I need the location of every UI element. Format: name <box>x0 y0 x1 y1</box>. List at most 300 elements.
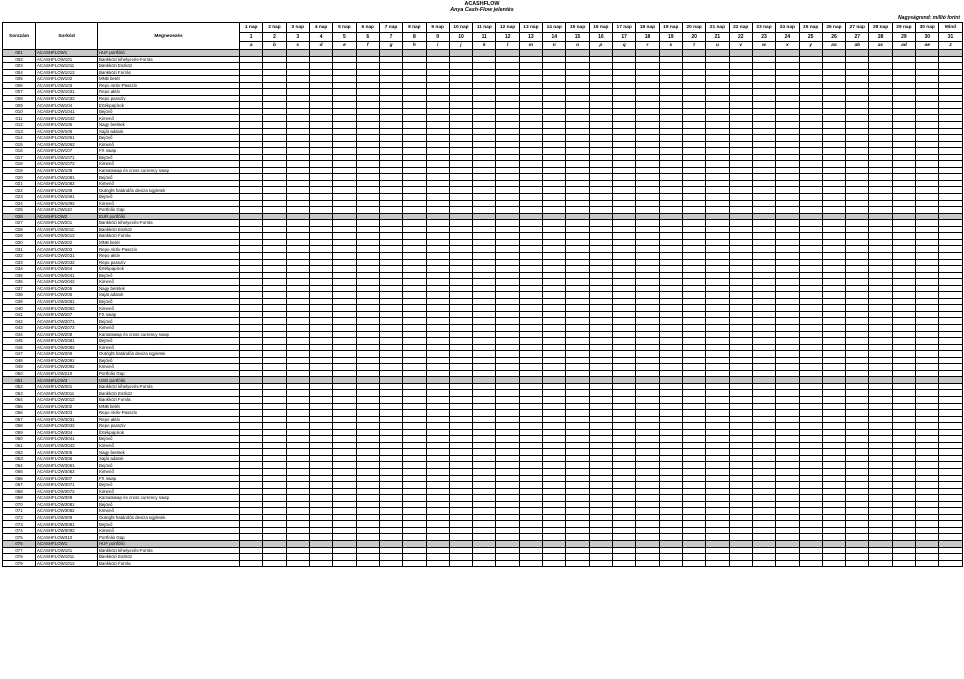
row-code: ACASHFLOW101 <box>36 547 98 554</box>
header-row-days <box>3 23 963 33</box>
day-number: 28 <box>869 33 892 41</box>
row-code: ACASHFLOW2081 <box>36 338 98 345</box>
row-code: ACASHFLOW3071 <box>36 482 98 489</box>
row-code: ACASHFLOW2011 <box>36 226 98 233</box>
value-cell[interactable] <box>403 560 426 567</box>
row-name: Portfolio Gap <box>98 534 240 541</box>
row-name: Kamatswap és cross currency swap <box>98 495 240 502</box>
col-header-serial: Sorszám <box>3 23 36 50</box>
value-cell[interactable] <box>543 560 566 567</box>
day-header: 6 nap <box>356 23 379 33</box>
row-name: Saját adatok <box>98 128 240 135</box>
row-name: Outright határidős deviza ügyletek <box>98 187 240 194</box>
row-name: Bankközi Eszköz <box>98 226 240 233</box>
row-code: ACASHFLOW3012 <box>36 396 98 403</box>
value-cell[interactable] <box>309 560 332 567</box>
day-number: 21 <box>706 33 729 41</box>
row-name: Kimenő <box>98 469 240 476</box>
day-letter: y <box>799 41 822 49</box>
row-code: ACASHFLOW304 <box>36 429 98 436</box>
row-name: Bejövő <box>98 501 240 508</box>
day-header: 22 nap <box>729 23 752 33</box>
row-serial: 079 <box>3 560 36 567</box>
row-serial: 057 <box>3 416 36 423</box>
day-header: 8 nap <box>403 23 426 33</box>
value-cell[interactable] <box>752 560 775 567</box>
row-serial: 022 <box>3 187 36 194</box>
row-name: Értékpapírok <box>98 102 240 109</box>
row-serial: 062 <box>3 449 36 456</box>
row-serial: 006 <box>3 82 36 89</box>
row-name: Kimenő <box>98 488 240 495</box>
value-cell[interactable] <box>449 560 472 567</box>
row-name: Repo aktív <box>98 416 240 423</box>
row-serial: 053 <box>3 390 36 397</box>
row-serial: 069 <box>3 495 36 502</box>
value-cell[interactable] <box>869 560 892 567</box>
row-code: ACASHFLOW104 <box>36 102 98 109</box>
row-code: ACASHFLOW1032 <box>36 95 98 102</box>
row-code: ACASHFLOW1012 <box>36 560 98 567</box>
day-letter: ad <box>892 41 915 49</box>
value-cell[interactable] <box>729 560 752 567</box>
row-code: ACASHFLOW2012 <box>36 233 98 240</box>
day-letter: p <box>589 41 612 49</box>
day-header: 17 nap <box>613 23 636 33</box>
row-name: Bejövő <box>98 357 240 364</box>
day-header: 28 nap <box>869 23 892 33</box>
row-code: ACASHFLOW307 <box>36 475 98 482</box>
row-code: ACASHFLOW209 <box>36 351 98 358</box>
row-name: Repo Aktív-Passzív <box>98 246 240 253</box>
row-code: ACASHFLOW107 <box>36 148 98 155</box>
day-header: 3 nap <box>286 23 309 33</box>
unit-note: Nagyságrend: millió forint <box>898 15 960 21</box>
row-code: ACASHFLOW3081 <box>36 501 98 508</box>
col-header-code: Sorkód <box>36 23 98 50</box>
row-code: ACASHFLOW108 <box>36 167 98 174</box>
value-cell[interactable] <box>263 560 286 567</box>
row-serial: 002 <box>3 56 36 63</box>
row-serial: 015 <box>3 141 36 148</box>
row-serial: 073 <box>3 521 36 528</box>
row-name: Repo passzív <box>98 95 240 102</box>
row-serial: 039 <box>3 298 36 305</box>
row-name: Kimenő <box>98 527 240 534</box>
row-serial: 049 <box>3 364 36 371</box>
row-serial: 077 <box>3 547 36 554</box>
value-cell[interactable] <box>706 560 729 567</box>
row-code: ACASHFLOW2031 <box>36 252 98 259</box>
row-code: ACASHFLOW1062 <box>36 141 98 148</box>
value-cell[interactable] <box>566 560 589 567</box>
row-code: ACASHFLOW3 <box>36 377 98 384</box>
value-cell[interactable] <box>636 560 659 567</box>
row-name: Kimenő <box>98 279 240 286</box>
row-serial: 071 <box>3 508 36 515</box>
row-name: Bejövő <box>98 436 240 443</box>
row-name: Kamatswap és cross currency swap <box>98 331 240 338</box>
row-code: ACASHFLOW1011 <box>36 63 98 70</box>
row-name: Saját adatok <box>98 292 240 299</box>
row-code: ACASHFLOW3041 <box>36 436 98 443</box>
row-serial: 064 <box>3 462 36 469</box>
row-name: Bankközi kihelyezés-Forrás <box>98 220 240 227</box>
row-name: MNB betét <box>98 76 240 83</box>
row-name: Kimenő <box>98 305 240 312</box>
day-header: 30 nap <box>916 23 939 33</box>
row-code: ACASHFLOW102 <box>36 76 98 83</box>
row-serial: 074 <box>3 527 36 534</box>
row-code: ACASHFLOW305 <box>36 449 98 456</box>
day-letter: z <box>939 41 962 49</box>
row-name: Bejövő <box>98 318 240 325</box>
row-serial: 026 <box>3 213 36 220</box>
row-name: Kimenő <box>98 161 240 168</box>
day-header: 5 nap <box>333 23 356 33</box>
row-serial: 018 <box>3 161 36 168</box>
row-code: ACASHFLOW105 <box>36 122 98 129</box>
row-name: Bejövő <box>98 482 240 489</box>
row-serial: 029 <box>3 233 36 240</box>
row-code: ACASHFLOW1012 <box>36 69 98 76</box>
row-serial: 023 <box>3 194 36 201</box>
row-serial: 027 <box>3 220 36 227</box>
day-letter: j <box>449 41 472 49</box>
row-serial: 067 <box>3 482 36 489</box>
row-code: ACASHFLOW3062 <box>36 469 98 476</box>
row-code: ACASHFLOW1071 <box>36 154 98 161</box>
value-cell[interactable] <box>333 560 356 567</box>
value-cell[interactable] <box>939 560 962 567</box>
row-code: ACASHFLOW210 <box>36 370 98 377</box>
row-serial: 043 <box>3 324 36 331</box>
day-number: 7 <box>379 33 402 41</box>
row-name: Kimenő <box>98 115 240 122</box>
day-letter: k <box>473 41 496 49</box>
row-serial: 045 <box>3 338 36 345</box>
row-name: Bejövő <box>98 135 240 142</box>
row-serial: 066 <box>3 475 36 482</box>
row-code: ACASHFLOW2062 <box>36 305 98 312</box>
row-serial: 035 <box>3 272 36 279</box>
cashflow-table <box>2 22 963 567</box>
row-name: Kimenő <box>98 324 240 331</box>
row-serial: 058 <box>3 423 36 430</box>
row-name: Kimenő <box>98 141 240 148</box>
day-letter: v <box>729 41 752 49</box>
row-serial: 020 <box>3 174 36 181</box>
row-serial: 032 <box>3 252 36 259</box>
row-serial: 012 <box>3 122 36 129</box>
row-serial: 055 <box>3 403 36 410</box>
row-code: ACASHFLOW2091 <box>36 357 98 364</box>
day-number: 6 <box>356 33 379 41</box>
row-name: Bejövő <box>98 462 240 469</box>
day-number: 14 <box>543 33 566 41</box>
day-letter: l <box>496 41 519 49</box>
value-cell[interactable] <box>682 560 705 567</box>
row-serial: 051 <box>3 377 36 384</box>
day-header: 19 nap <box>659 23 682 33</box>
day-number: 9 <box>426 33 449 41</box>
row-code: ACASHFLOW1041 <box>36 108 98 115</box>
table-body <box>3 50 963 567</box>
row-code: ACASHFLOW3032 <box>36 423 98 430</box>
row-code: ACASHFLOW208 <box>36 331 98 338</box>
row-name: HUF portfólió <box>98 50 240 57</box>
row-code: ACASHFLOW310 <box>36 534 98 541</box>
row-name: Bankközi kihelyezés-Forrás <box>98 547 240 554</box>
day-header: 18 nap <box>636 23 659 33</box>
row-serial: 010 <box>3 108 36 115</box>
row-code: ACASHFLOW1072 <box>36 161 98 168</box>
row-code: ACASHFLOW302 <box>36 403 98 410</box>
value-cell[interactable] <box>822 560 845 567</box>
day-header: 4 nap <box>309 23 332 33</box>
row-code: ACASHFLOW202 <box>36 239 98 246</box>
day-number: 4 <box>309 33 332 41</box>
row-serial: 063 <box>3 455 36 462</box>
row-code: ACASHFLOW1031 <box>36 89 98 96</box>
row-name: Kimenő <box>98 180 240 187</box>
row-code: ACASHFLOW1092 <box>36 200 98 207</box>
row-name: Bejövő <box>98 108 240 115</box>
row-code: ACASHFLOW2061 <box>36 298 98 305</box>
row-code: ACASHFLOW3082 <box>36 508 98 515</box>
row-code: ACASHFLOW2041 <box>36 272 98 279</box>
day-number: 20 <box>682 33 705 41</box>
day-number: 22 <box>729 33 752 41</box>
row-name: Portfolio Gap <box>98 207 240 214</box>
row-name: Kimenő <box>98 200 240 207</box>
day-header: 15 nap <box>566 23 589 33</box>
day-letter: u <box>706 41 729 49</box>
day-letter: w <box>752 41 775 49</box>
row-serial: 028 <box>3 226 36 233</box>
day-number: 13 <box>519 33 542 41</box>
row-name: Nagy betétek <box>98 449 240 456</box>
day-header: 1 nap <box>240 23 263 33</box>
value-cell[interactable] <box>846 560 869 567</box>
day-number: 15 <box>566 33 589 41</box>
row-name: Értékpapírok <box>98 429 240 436</box>
day-letter: r <box>636 41 659 49</box>
row-code: ACASHFLOW110 <box>36 207 98 214</box>
row-code: ACASHFLOW306 <box>36 455 98 462</box>
value-cell[interactable] <box>379 560 402 567</box>
value-cell[interactable] <box>473 560 496 567</box>
day-letter: s <box>659 41 682 49</box>
row-code: ACASHFLOW205 <box>36 285 98 292</box>
day-letter: m <box>519 41 542 49</box>
row-serial: 031 <box>3 246 36 253</box>
row-name: Bejövő <box>98 338 240 345</box>
day-letter: e <box>333 41 356 49</box>
row-name: Kimenő <box>98 344 240 351</box>
day-letter: i <box>426 41 449 49</box>
row-serial: 037 <box>3 285 36 292</box>
day-letter: h <box>403 41 426 49</box>
row-code: ACASHFLOW3072 <box>36 488 98 495</box>
day-number: 30 <box>916 33 939 41</box>
row-name: Nagy betétek <box>98 122 240 129</box>
row-serial: 016 <box>3 148 36 155</box>
day-header: 14 nap <box>543 23 566 33</box>
value-cell[interactable] <box>659 560 682 567</box>
row-code: ACASHFLOW2082 <box>36 344 98 351</box>
row-code: ACASHFLOW1 <box>36 50 98 57</box>
row-name: EUR portfólió <box>98 213 240 220</box>
day-header: 24 nap <box>776 23 799 33</box>
day-letter: ab <box>846 41 869 49</box>
row-name: USD portfólió <box>98 377 240 384</box>
row-serial: 038 <box>3 292 36 299</box>
row-code: ACASHFLOW201 <box>36 220 98 227</box>
row-name: Bejövő <box>98 521 240 528</box>
day-letter: c <box>286 41 309 49</box>
day-header: 20 nap <box>682 23 705 33</box>
row-name: MNB betét <box>98 403 240 410</box>
row-serial: 065 <box>3 469 36 476</box>
row-code: ACASHFLOW3011 <box>36 390 98 397</box>
row-serial: 042 <box>3 318 36 325</box>
row-serial: 021 <box>3 180 36 187</box>
day-letter: ae <box>916 41 939 49</box>
row-name: Repo Aktív-Passzív <box>98 82 240 89</box>
day-header: 7 nap <box>379 23 402 33</box>
row-name: Bankközi Eszköz <box>98 63 240 70</box>
value-cell[interactable] <box>240 560 263 567</box>
row-serial: 009 <box>3 102 36 109</box>
day-header: 26 nap <box>822 23 845 33</box>
row-name: FX swap <box>98 148 240 155</box>
row-code: ACASHFLOW301 <box>36 383 98 390</box>
row-code: ACASHFLOW1042 <box>36 115 98 122</box>
row-serial: 076 <box>3 541 36 548</box>
value-cell[interactable] <box>286 560 309 567</box>
row-code: ACASHFLOW2071 <box>36 318 98 325</box>
day-header: 29 nap <box>892 23 915 33</box>
day-number: 27 <box>846 33 869 41</box>
value-cell[interactable] <box>613 560 636 567</box>
row-serial: 011 <box>3 115 36 122</box>
day-header: 21 nap <box>706 23 729 33</box>
day-letter: d <box>309 41 332 49</box>
row-serial: 001 <box>3 50 36 57</box>
row-serial: 059 <box>3 429 36 436</box>
row-code: ACASHFLOW3031 <box>36 416 98 423</box>
value-cell[interactable] <box>356 560 379 567</box>
day-letter: b <box>263 41 286 49</box>
row-code: ACASHFLOW204 <box>36 266 98 273</box>
value-cell[interactable] <box>589 560 612 567</box>
row-serial: 047 <box>3 351 36 358</box>
row-name: HUF portfólió <box>98 541 240 548</box>
day-header: 27 nap <box>846 23 869 33</box>
value-cell[interactable] <box>776 560 799 567</box>
row-serial: 068 <box>3 488 36 495</box>
value-cell[interactable] <box>496 560 519 567</box>
value-cell[interactable] <box>916 560 939 567</box>
row-name: Bejövő <box>98 194 240 201</box>
row-code: ACASHFLOW103 <box>36 82 98 89</box>
row-code: ACASHFLOW2092 <box>36 364 98 371</box>
day-letter: x <box>776 41 799 49</box>
day-number: 17 <box>613 33 636 41</box>
row-name: Kimenő <box>98 442 240 449</box>
report-title: ACASHFLOW <box>464 1 500 7</box>
row-serial: 060 <box>3 436 36 443</box>
row-code: ACASHFLOW1061 <box>36 135 98 142</box>
row-code: ACASHFLOW2 <box>36 213 98 220</box>
day-number: 11 <box>473 33 496 41</box>
row-code: ACASHFLOW101 <box>36 56 98 63</box>
row-name: MNB betét <box>98 239 240 246</box>
day-header: 11 nap <box>473 23 496 33</box>
value-cell[interactable] <box>799 560 822 567</box>
day-letter: q <box>613 41 636 49</box>
row-name: Bankközi Forrás <box>98 69 240 76</box>
row-code: ACASHFLOW106 <box>36 128 98 135</box>
row-code: ACASHFLOW2042 <box>36 279 98 286</box>
row-name: Nagy betétek <box>98 285 240 292</box>
day-number: 12 <box>496 33 519 41</box>
row-name: Bejövő <box>98 272 240 279</box>
row-name: Bejövő <box>98 298 240 305</box>
row-name: Portfolio Gap <box>98 370 240 377</box>
row-name: Bejövő <box>98 154 240 161</box>
row-serial: 070 <box>3 501 36 508</box>
day-number: 24 <box>776 33 799 41</box>
day-header: 10 nap <box>449 23 472 33</box>
row-serial: 078 <box>3 554 36 561</box>
row-code: ACASHFLOW207 <box>36 311 98 318</box>
row-serial: 004 <box>3 69 36 76</box>
row-serial: 025 <box>3 207 36 214</box>
row-name: Kimenő <box>98 364 240 371</box>
day-header: Mind <box>939 23 962 33</box>
row-serial: 024 <box>3 200 36 207</box>
day-letter: f <box>356 41 379 49</box>
row-serial: 014 <box>3 135 36 142</box>
value-cell[interactable] <box>426 560 449 567</box>
row-name: Repo passzív <box>98 423 240 430</box>
row-serial: 040 <box>3 305 36 312</box>
day-letter: a <box>240 41 263 49</box>
value-cell[interactable] <box>892 560 915 567</box>
row-name: Bankközi Eszköz <box>98 390 240 397</box>
row-code: ACASHFLOW308 <box>36 495 98 502</box>
table-row <box>3 560 963 567</box>
row-serial: 050 <box>3 370 36 377</box>
value-cell[interactable] <box>519 560 542 567</box>
day-number: 25 <box>799 33 822 41</box>
row-name: Bankközi Eszköz <box>98 554 240 561</box>
row-name: Bankközi kihelyezés-Forrás <box>98 56 240 63</box>
day-number: 23 <box>752 33 775 41</box>
row-name: Saját adatok <box>98 455 240 462</box>
row-code: ACASHFLOW1011 <box>36 554 98 561</box>
row-code: ACASHFLOW1 <box>36 541 98 548</box>
day-number: 10 <box>449 33 472 41</box>
day-header: 2 nap <box>263 23 286 33</box>
day-header: 23 nap <box>752 23 775 33</box>
row-serial: 046 <box>3 344 36 351</box>
row-serial: 075 <box>3 534 36 541</box>
day-letter: ac <box>869 41 892 49</box>
row-name: Kamatswap és cross currency swap <box>98 167 240 174</box>
